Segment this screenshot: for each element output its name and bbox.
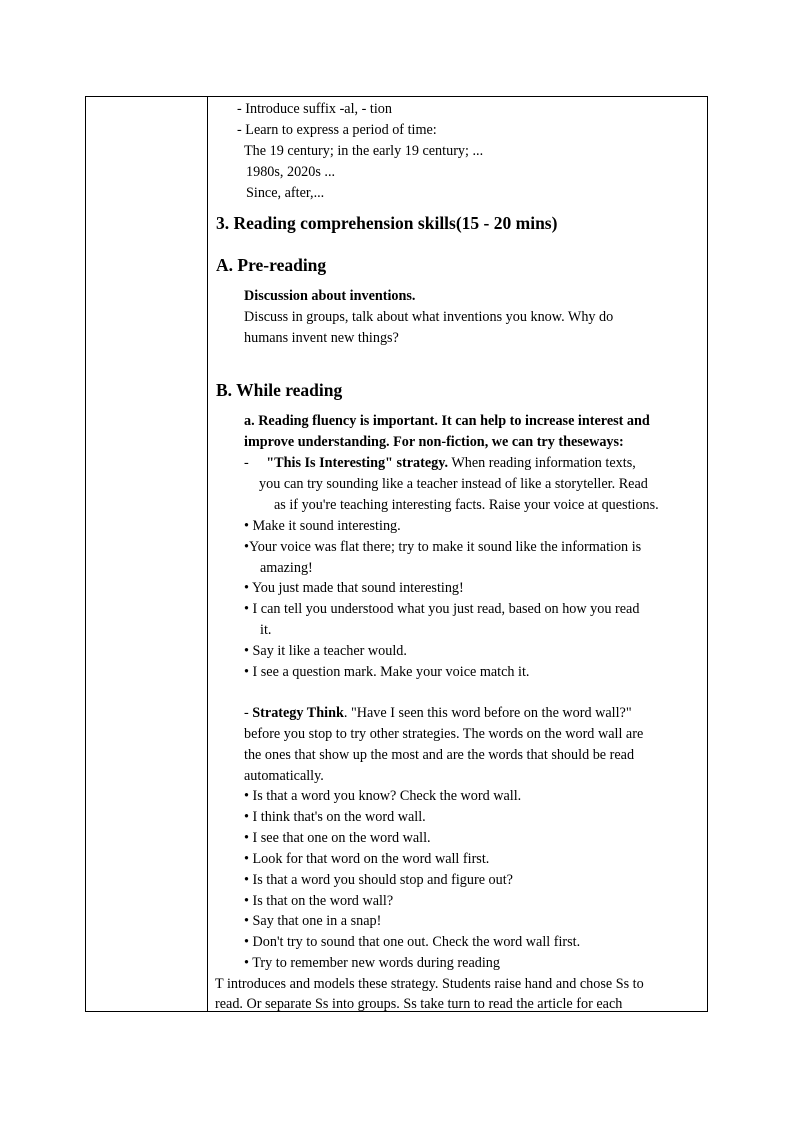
section-3-heading: 3. Reading comprehension skills(15 - 20 mins) (216, 213, 558, 233)
strategy-2-line-1 (244, 703, 632, 723)
list-item: • Is that a word you should stop and figure out? (244, 872, 513, 888)
pre-reading-subtitle: Discussion about inventions. (244, 288, 416, 304)
strategy-1-name: "This Is Interesting" strategy. (266, 455, 449, 471)
intro-century-line: The 19 century; in the early 19 century; ... (244, 143, 484, 159)
intro-period-line: - Learn to express a period of time: (237, 122, 437, 138)
strategy-2-line-4: automatically. (244, 768, 324, 784)
pre-reading-heading: A. Pre-reading (216, 255, 327, 275)
list-item: • Say it like a teacher would. (244, 643, 407, 659)
strategy-2-text: . "Have I seen this word before on the word wall?" (343, 705, 632, 721)
list-item: • Make it sound interesting. (244, 518, 401, 534)
fluency-intro-2: improve understanding. For non-fiction, we can try theseways: (244, 434, 624, 450)
list-item: • You just made that sound interesting! (244, 580, 464, 596)
list-item: • I think that's on the word wall. (244, 809, 426, 825)
intro-decades-line: 1980s, 2020s ... (246, 164, 336, 180)
strategy-1-line-2: you can try sounding like a teacher instead of like a storyteller. Read (259, 476, 648, 492)
list-item-continuation: it. (260, 622, 272, 638)
strategy-1-text: When reading information texts, (448, 455, 636, 471)
lesson-plan-table (85, 96, 708, 1012)
list-item: • Try to remember new words during reading (244, 955, 500, 971)
list-item: • Look for that word on the word wall first. (244, 851, 490, 867)
strategy-2-line-3: the ones that show up the most and are the words that should be read (244, 747, 635, 763)
while-reading-heading: B. While reading (216, 380, 343, 400)
list-item: • I see that one on the word wall. (244, 830, 431, 846)
strategy-2-line-2: before you stop to try other strategies. The words on the word wall are (244, 726, 644, 742)
fluency-intro-1: a. Reading fluency is important. It can help to increase interest and (244, 413, 650, 429)
intro-since-line: Since, after,... (246, 185, 325, 201)
strategy-1-line-1 (244, 453, 636, 473)
closing-line-2: read. Or separate Ss into groups. Ss take turn to read the article for each (215, 996, 623, 1012)
strategy-2-name: Strategy Think (252, 705, 344, 721)
list-item-continuation: amazing! (260, 560, 313, 576)
list-item: •Your voice was flat there; try to make it sound like the information is (244, 539, 642, 555)
pre-reading-text-2: humans invent new things? (244, 330, 399, 346)
closing-line-1: T introduces and models these strategy. Students raise hand and chose Ss to (215, 976, 644, 992)
intro-suffix-line: - Introduce suffix -al, - tion (237, 101, 392, 117)
list-item: • Say that one in a snap! (244, 913, 382, 929)
strategy-1-dash: - (244, 455, 249, 471)
list-item: • Is that on the word wall? (244, 893, 394, 909)
list-item: • Don't try to sound that one out. Check the word wall first. (244, 934, 581, 950)
list-item: • Is that a word you know? Check the word wall. (244, 788, 522, 804)
list-item: • I can tell you understood what you just read, based on how you read (244, 601, 640, 617)
strategy-2-dash: - (244, 705, 253, 721)
strategy-1-line-3: as if you're teaching interesting facts. Raise your voice at questions. (274, 497, 659, 513)
list-item: • I see a question mark. Make your voice match it. (244, 664, 530, 680)
pre-reading-text-1: Discuss in groups, talk about what inventions you know. Why do (244, 309, 614, 325)
content-cell (208, 97, 707, 1011)
